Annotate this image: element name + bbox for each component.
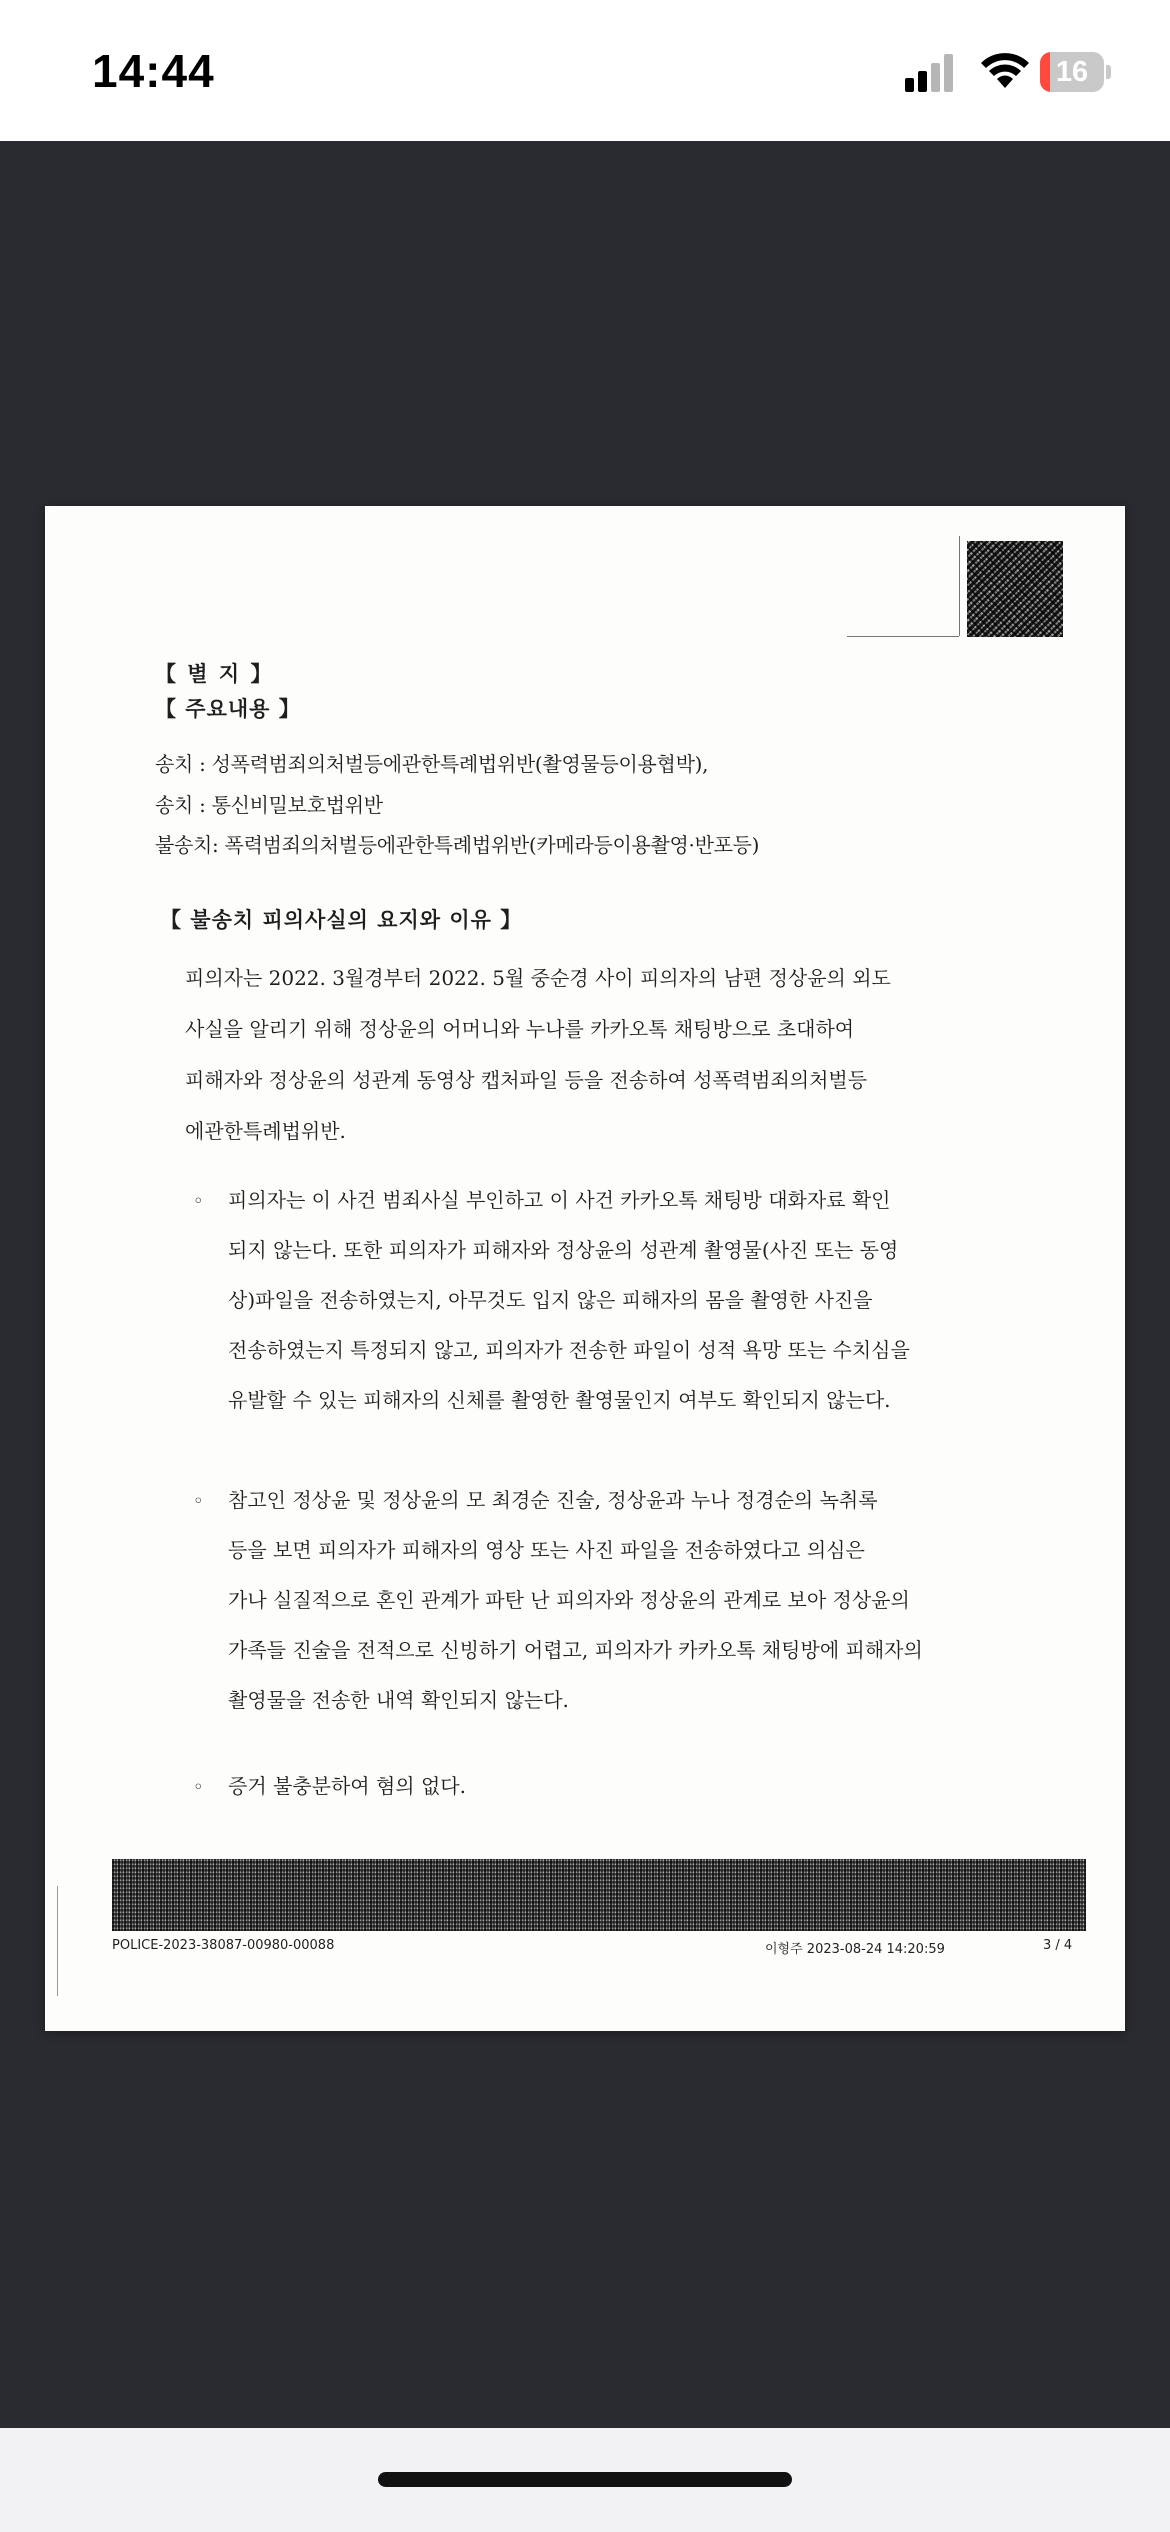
officer-datetime: 이형주 2023-08-24 14:20:59 [765, 1942, 945, 1957]
document-page[interactable] [45, 506, 1125, 2031]
battery-percent: 16 [1055, 56, 1089, 88]
page-indicator: 3 / 4 [1043, 1938, 1073, 1953]
scan-edge-line [57, 1886, 58, 1996]
summary-paragraph: 피의자는 2022. 3월경부터 2022. 5월 중순경 사이 피의자의 남편 정상윤의 외도 사실을 알리기 위해 정상윤의 어머니와 누나를 카카오톡 채팅방으로 초대하여 피해자와 정상윤의 성관계 동영상 캡처파일 등을 전송하여 성폭력범죄의처벌등 에관한특례법위반. [185, 966, 891, 1143]
document-viewer[interactable] [0, 141, 1170, 2428]
bullet-marker: ◦ [193, 1777, 204, 1798]
status-time: 14:44 [92, 45, 215, 97]
bullet-marker: ◦ [193, 1191, 204, 1212]
disposition-line: 송치 : 통신비밀보호법위반 [155, 793, 383, 817]
battery-icon [1040, 52, 1110, 92]
bullet-marker: ◦ [193, 1491, 204, 1512]
reason-paragraph: 피의자는 이 사건 범죄사실 부인하고 이 사건 카카오톡 채팅방 대화자료 확인 되지 않는다. 또한 피의자가 피해자와 정상윤의 성관계 촬영물(사진 또는 동영 상)파일을 전송하였는지, 아무것도 입지 않은 피해자의 몸을 촬영한 사진을 전송하였는지 특정되지 않고, 피의자가 전송한 파일이 성적 욕망 또는 수치심을 유발할 수 있는 피해자의 신체를 촬영한 촬영물인지 여부도 확인되지 않는다. [228, 1188, 910, 1412]
section-title: 【 불송치 피의사실의 요지와 이유 】 [160, 907, 523, 932]
cellular-signal-icon [905, 52, 959, 92]
disposition-line: 불송치: 폭력범죄의처벌등에관한특례법위반(카메라등이용촬영·반포등) [155, 833, 760, 857]
scan-barcode-strip [112, 1859, 1086, 1931]
disposition-line: 송치 : 성폭력범죄의처벌등에관한특례법위반(촬영물등이용협박), [155, 752, 709, 776]
status-bar [0, 0, 1170, 141]
scan-frame-line [847, 636, 959, 637]
main-content-heading: 【 주요내용 】 [155, 696, 301, 721]
reason-paragraph: 참고인 정상윤 및 정상윤의 모 최경순 진술, 정상윤과 누나 정경순의 녹취록 등을 보면 피의자가 피해자의 영상 또는 사진 파일을 전송하였다고 의심은 가나 실질적으로 혼인 관계가 파탄 난 피의자와 정상윤의 관계로 보아 정상윤의 가족들 진술을 전적으로 신빙하기 어렵고, 피의자가 카카오톡 채팅방에 피해자의 촬영물을 전송한 내역 확인되지 않는다. [228, 1488, 923, 1712]
scan-frame-line [959, 536, 960, 636]
reason-paragraph: 증거 불충분하여 혐의 없다. [228, 1774, 466, 1798]
attachment-heading: 【 별 지 】 [155, 661, 274, 686]
wifi-icon [980, 50, 1030, 90]
qr-code-icon [967, 541, 1063, 637]
document-id: POLICE-2023-38087-00980-00088 [112, 1938, 335, 1953]
home-bar-area [0, 2428, 1170, 2532]
home-indicator[interactable] [378, 2472, 792, 2487]
